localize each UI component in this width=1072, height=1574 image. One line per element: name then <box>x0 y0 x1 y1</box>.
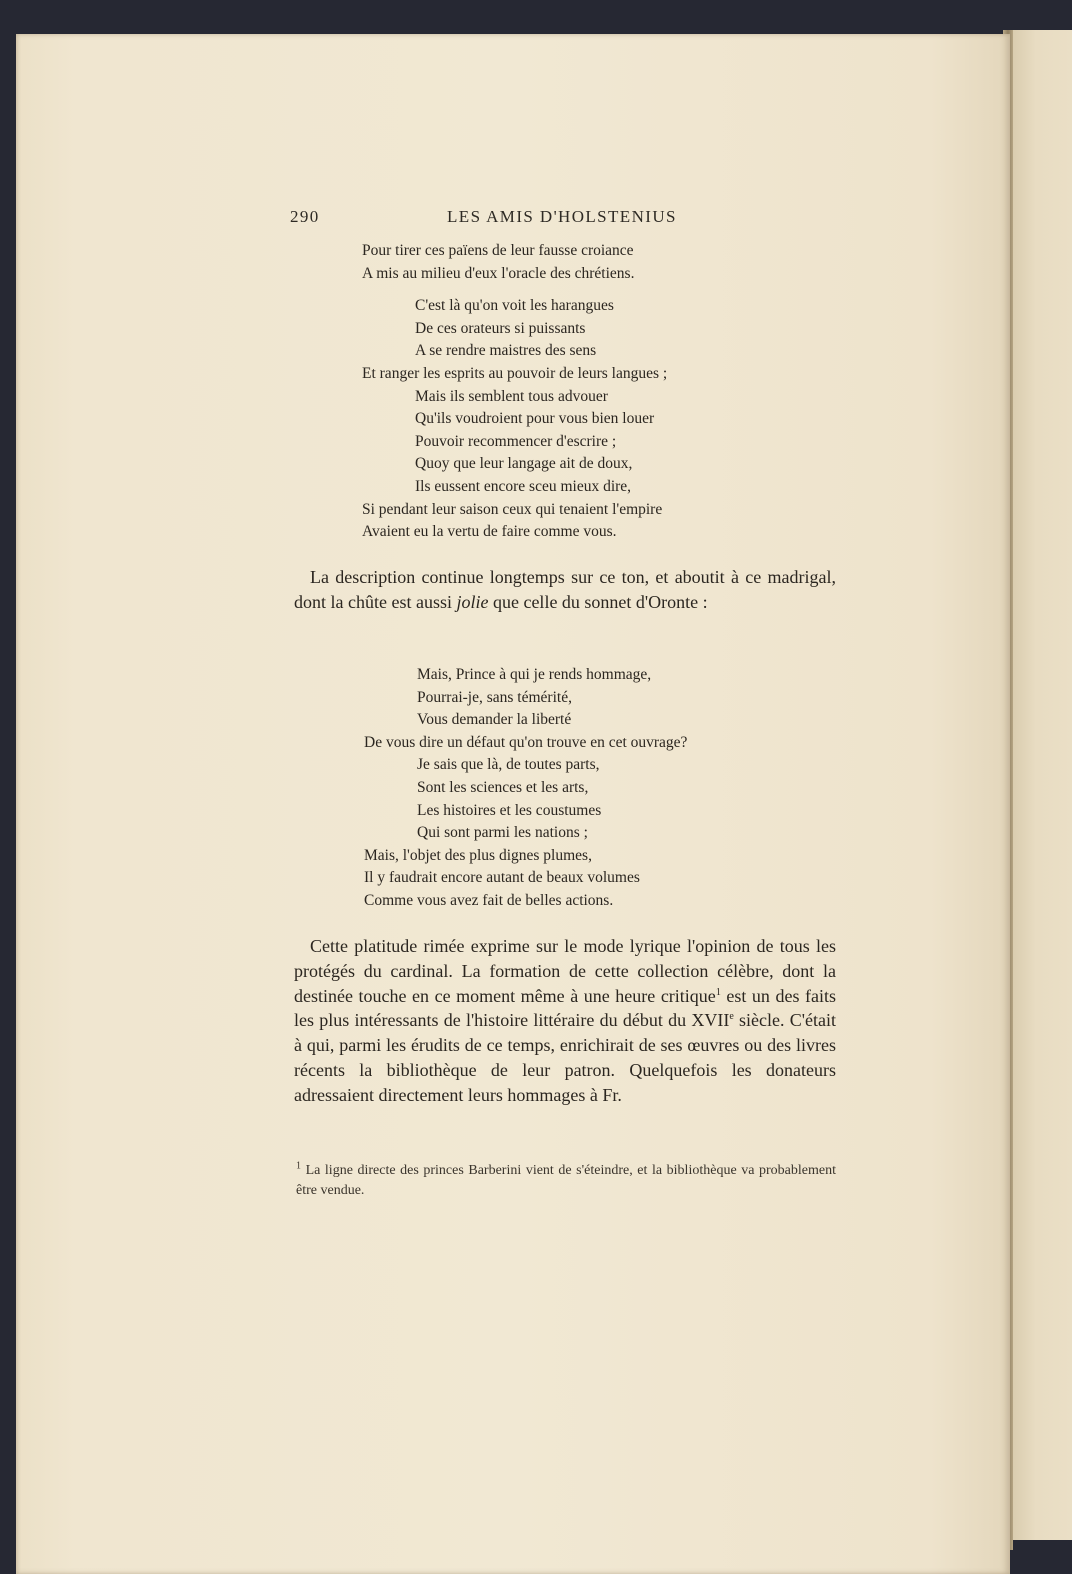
verse-line: Vous demander la liberté <box>417 711 572 729</box>
verse-line: A mis au milieu d'eux l'oracle des chrétiens. <box>362 264 635 282</box>
emphasis-word: jolie <box>456 591 489 612</box>
verse-line: Il y faudrait encore autant de beaux volumes <box>364 869 640 887</box>
verse-line: De vous dire un défaut qu'on trouve en cet ouvrage? <box>364 733 688 751</box>
verse-line: Mais, l'objet des plus dignes plumes, <box>364 846 592 864</box>
verse-line: C'est là qu'on voit les harangues <box>415 297 614 315</box>
paragraph-description <box>294 565 836 615</box>
footnote <box>296 1161 836 1201</box>
verse-line: Mais ils semblent tous advouer <box>415 387 608 405</box>
paragraph-text: que celle du sonnet d'Oronte : <box>488 591 708 612</box>
paragraph-collection <box>294 934 836 1108</box>
verse-line: Et ranger les esprits au pouvoir de leurs langues ; <box>362 365 668 382</box>
verse-line: Ils eussent encore sceu mieux dire, <box>415 478 632 495</box>
verse-line: A se rendre maistres des sens <box>415 342 597 360</box>
verse-line: Avaient eu la vertu de faire comme vous. <box>362 523 617 541</box>
footnote-marker: 1 <box>296 1160 301 1172</box>
verse-line: Les histoires et les coustumes <box>417 801 602 819</box>
century-superscript: e <box>729 1011 734 1023</box>
footnote-text: La ligne directe des princes Barberini vient de s'éteindre, et la bibliothèque va probablement être vendue. <box>296 1163 836 1198</box>
paragraph-text: est un des faits les plus intéressants de l'histoire littéraire du début du XVII <box>294 985 837 1031</box>
verse-line: Qu'ils voudroient pour vous bien louer <box>415 410 655 428</box>
verse-line: Comme vous avez fait de belles actions. <box>364 892 614 909</box>
paragraph-text: siècle. C'était à qui, parmi les érudits de ce temps, enrichirait de ses œuvres ou des livres récents la bibliothèque de leur patron. Quelquefois les donateurs adressaient directement leurs hommages à Fr. <box>294 1010 836 1105</box>
verse-line: Je sais que là, de toutes parts, <box>417 756 600 774</box>
paragraph-text: La description continue longtemps sur ce ton, et aboutit à ce madrigal, dont la chûte est aussi <box>294 567 836 612</box>
page-number: 290 <box>290 207 320 226</box>
verse-line: De ces orateurs si puissants <box>415 319 586 337</box>
adjacent-page-edge <box>1012 30 1072 1540</box>
verse-line: Pour tirer ces païens de leur fausse croiance <box>362 242 634 259</box>
paragraph-text: Cette platitude rimée exprime sur le mode lyrique l'opinion de tous les protégés du cardinal. La formation de cette collection célèbre, dont la destinée touche en ce moment même à une heure critique <box>294 936 836 1006</box>
verse-line: Pouvoir recommencer d'escrire ; <box>415 432 617 450</box>
verse-line: Si pendant leur saison ceux qui tenaient l'empire <box>362 500 663 518</box>
verse-line: Mais, Prince à qui je rends hommage, <box>417 666 652 683</box>
verse-line: Pourrai-je, sans témérité, <box>417 688 572 706</box>
verse-line: Quoy que leur langage ait de doux, <box>415 455 633 473</box>
verse-line: Sont les sciences et les arts, <box>417 779 589 796</box>
verse-line: Qui sont parmi les nations ; <box>417 824 588 842</box>
footnote-reference[interactable]: 1 <box>715 986 721 998</box>
running-title: LES AMIS D'HOLSTENIUS <box>447 207 677 226</box>
